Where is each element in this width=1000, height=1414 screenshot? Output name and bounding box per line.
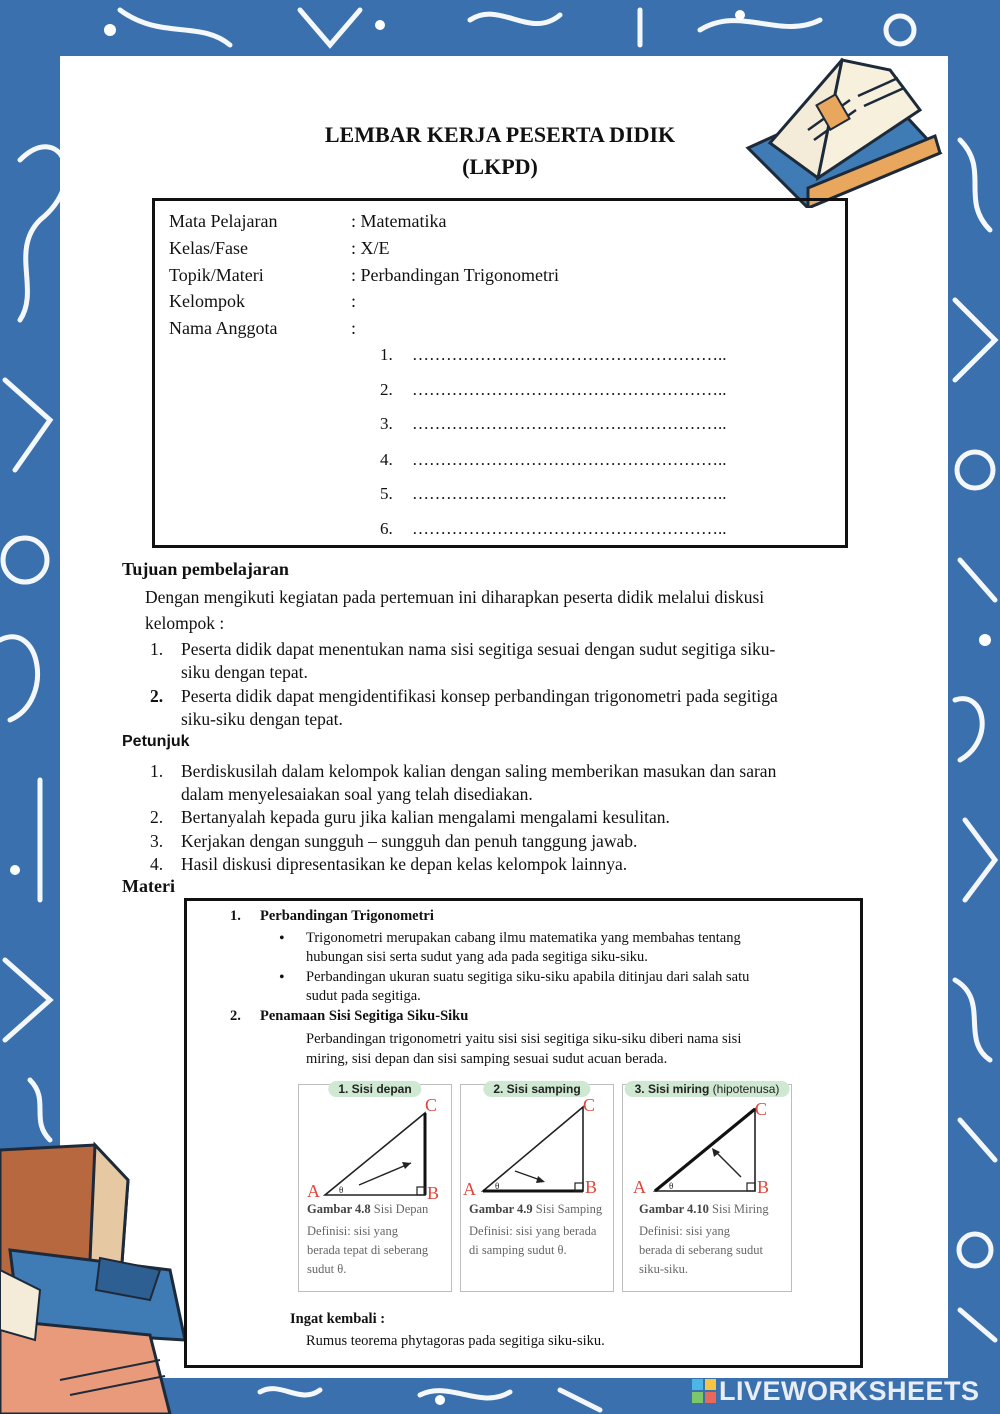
petunjuk-item-3: 3. Kerjakan dengan sungguh – sungguh dan penuh tanggung jawab. [150,831,638,851]
materi-sec2-title: Penamaan Sisi Segitiga Siku-Siku [260,1008,469,1024]
tujuan-item-2: 2. Peserta didik dapat mengidentifikasi konsep perbandingan trigonometri pada segitiga siku-siku dengan tepat. [150,686,778,729]
figure-definition-sisi-depan: Definisi: sisi yang berada tepat di seberang sudut θ. [307,1224,429,1276]
vertex-b: B [427,1183,440,1203]
petunjuk-item-4: 4. Hasil diskusi dipresentasikan ke depan kelas kelompok lainnya. [150,854,628,874]
figure-panel-sisi-samping [460,1084,614,1292]
vertex-a: A [307,1181,320,1201]
member-blank-6[interactable]: 6. ……………………………………………….. [380,519,727,538]
figure-definition-sisi-samping: Definisi: sisi yang berada di samping sudut θ. [469,1224,597,1257]
tujuan-item-1: 1. Peserta didik dapat menentukan nama sisi segitiga sesuai dengan sudut segitiga siku- siku dengan tepat. [150,639,776,682]
materi-sec1-bullet-1: • Trigonometri merupakan cabang ilmu matematika yang membahas tentang hubungan sisi serta sudut yang ada pada segitiga siku-siku. [306,929,741,967]
liveworksheets-logo-icon [692,1379,716,1403]
materi-sec2-num: 2. [230,1008,241,1024]
petunjuk-heading: Petunjuk [122,733,190,750]
vertex-a: A [463,1179,476,1199]
member-blank-3[interactable]: 3. ……………………………………………….. [380,414,727,433]
vertex-b: B [585,1177,598,1197]
figure-caption-sisi-samping: Gambar 4.9 Sisi Samping [469,1202,603,1216]
triangle-diagram-sisi-samping [461,1085,613,1205]
identity-box [152,198,848,548]
triangle-diagram-sisi-depan [299,1085,451,1205]
ingat-kembali-text: Rumus teorema phytagoras pada segitiga siku-siku. [306,1333,605,1349]
liveworksheets-watermark: LIVEWORKSHEETS [692,1376,992,1406]
identity-row-topic: Topik/Materi : Perbandingan Trigonometri [169,265,559,285]
identity-row-group: Kelompok : [169,291,357,311]
vertex-c: C [425,1095,438,1115]
petunjuk-item-2: 2. Bertanyalah kepada guru jika kalian mengalami mengalami kesulitan. [150,807,670,827]
materi-sec2-text: Perbandingan trigonometri yaitu sisi sisi segitiga siku-siku diberi nama sisi miring, sisi depan dan sisi samping sesuai sudut acuan berada. [306,1031,742,1067]
vertex-c: C [755,1099,768,1119]
theta-label: θ [495,1181,500,1191]
tujuan-heading: Tujuan pembelajaran [122,559,289,579]
member-blank-5[interactable]: 5. ……………………………………………….. [380,484,727,503]
figure-panel-sisi-miring [622,1084,792,1292]
worksheet-title: LEMBAR KERJA PESERTA DIDIK [324,122,676,147]
member-blank-4[interactable]: 4. ……………………………………………….. [380,450,727,469]
worksheet-subtitle: (LKPD) [462,154,538,179]
figure-caption-sisi-miring: Gambar 4.10 Sisi Miring [639,1202,769,1216]
theta-label: θ [669,1181,674,1191]
identity-row-class: Kelas/Fase : X/E [169,238,390,258]
vertex-c: C [583,1095,596,1115]
petunjuk-item-1: 1. Berdiskusilah dalam kelompok kalian dengan saling memberikan masukan dan saran dalam menyelesaiakan soal yang telah disediakan. [150,761,777,804]
member-blank-2[interactable]: 2. ……………………………………………….. [380,380,727,399]
member-blank-1[interactable]: 1. ……………………………………………….. [380,345,727,364]
theta-label: θ [339,1185,344,1195]
figure-definition-sisi-miring: Definisi: sisi yang berada di seberang sudut siku-siku. [639,1224,763,1276]
tujuan-intro-line1: Dengan mengikuti kegiatan pada pertemuan ini diharapkan peserta didik melalui diskusi [145,587,765,607]
figure-caption-sisi-depan: Gambar 4.8 Sisi Depan [307,1202,429,1216]
vertex-a: A [633,1177,646,1197]
figure-tag-sisi-depan: 1. Sisi depan [328,1081,421,1097]
materi-sec1-title: Perbandingan Trigonometri [260,908,434,924]
tujuan-intro-line2: kelompok : [145,613,225,633]
figure-tag-sisi-miring: 3. Sisi miring (hipotenusa) [625,1081,790,1097]
materi-heading: Materi [122,876,175,896]
vertex-b: B [757,1177,770,1197]
materi-sec1-bullet-2: • Perbandingan ukuran suatu segitiga siku-siku apabila ditinjau dari salah satu sudut pada segitiga. [306,968,749,1006]
books-illustration-bottom [0,1140,200,1414]
figure-panel-sisi-depan [298,1084,452,1292]
identity-row-members: Nama Anggota : [169,318,357,338]
identity-row-subject: Mata Pelajaran : Matematika [169,211,447,231]
ingat-kembali-title: Ingat kembali : [290,1311,386,1327]
figure-tag-sisi-samping: 2. Sisi samping [483,1081,590,1097]
materi-sec1-num: 1. [230,908,241,924]
triangle-diagram-sisi-miring [623,1085,791,1205]
